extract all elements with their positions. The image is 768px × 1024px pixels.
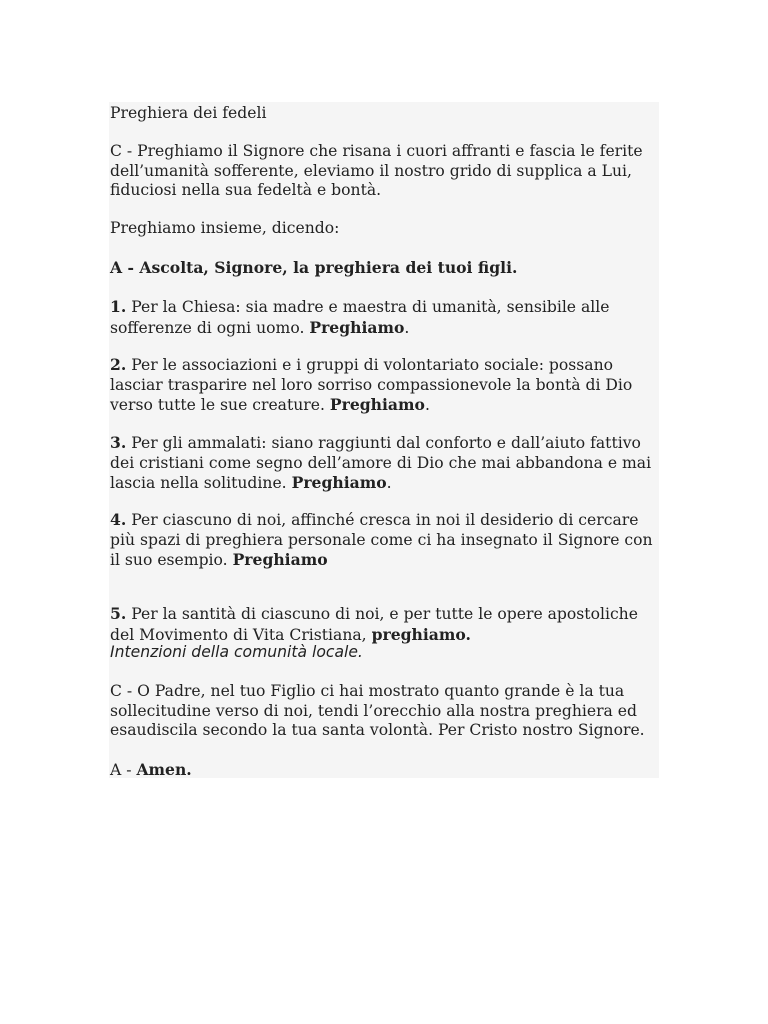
response-line: A - Ascolta, Signore, la preghiera dei tuoi figli. xyxy=(110,258,518,277)
intention-text: Per la Chiesa: sia madre e maestra di umanità, sensibile alle sofferenze di ogni uomo. xyxy=(110,298,610,337)
document-body xyxy=(109,102,659,778)
intention-number: 1. xyxy=(110,297,127,316)
document-title: Preghiera dei fedeli xyxy=(110,104,267,122)
community-intentions: Intenzioni della comunità locale. xyxy=(110,643,363,661)
amen-word: Amen. xyxy=(136,760,192,779)
intention-end: . xyxy=(424,396,430,414)
invitation-line: Preghiamo insieme, dicendo: xyxy=(110,219,340,237)
intention-closing: Preghiamo xyxy=(232,550,328,569)
intention-5 xyxy=(110,604,658,645)
intention-text: Per le associazioni e i gruppi di volontariato sociale: possano lasciar trasparire nel loro sorriso compassionevole la bontà di Dio verso tutte le sue creature. xyxy=(110,356,633,414)
intention-number: 5. xyxy=(110,604,127,623)
final-response xyxy=(110,760,658,781)
intention-number: 3. xyxy=(110,433,127,452)
intention-text: Per la santità di ciascuno di noi, e per tutte le opere apostoliche del Movimento di Vita Cristiana, xyxy=(110,605,638,644)
intention-4 xyxy=(110,510,658,571)
intention-closing: preghiamo. xyxy=(371,624,471,644)
concluding-prayer: C - O Padre, nel tuo Figlio ci hai mostrato quanto grande è la tua sollecitudine verso di noi, tendi l’orecchio alla nostra preghiera ed esaudiscila secondo la tua santa volontà. Per Cristo nostro Signore. xyxy=(110,682,645,739)
intention-2 xyxy=(110,355,658,416)
final-prefix: A - xyxy=(110,761,137,779)
intention-number: 2. xyxy=(110,355,127,374)
intention-text: Per ciascuno di noi, affinché cresca in noi il desiderio di cercare più spazi di preghiera personale come ci ha insegnato il Signore con il suo esempio. xyxy=(110,511,653,569)
intro-paragraph: C - Preghiamo il Signore che risana i cuori affranti e fascia le ferite dell’umanità sofferente, eleviamo il nostro grido di supplica a Lui, fiduciosi nella sua fedeltà e bontà. xyxy=(110,142,643,199)
intention-closing: Preghiamo xyxy=(291,473,387,492)
intention-closing: Preghiamo xyxy=(309,317,405,337)
intention-end: . xyxy=(386,474,392,492)
intention-text: Per gli ammalati: siano raggiunti dal conforto e dall’aiuto fattivo dei cristiani come segno dell’amore di Dio che mai abbandona e mai lascia nella solitudine. xyxy=(110,434,652,492)
intention-end: . xyxy=(404,318,410,337)
intention-3 xyxy=(110,433,658,494)
intention-1 xyxy=(110,297,658,338)
intention-number: 4. xyxy=(110,510,127,529)
intention-closing: Preghiamo xyxy=(329,395,425,414)
